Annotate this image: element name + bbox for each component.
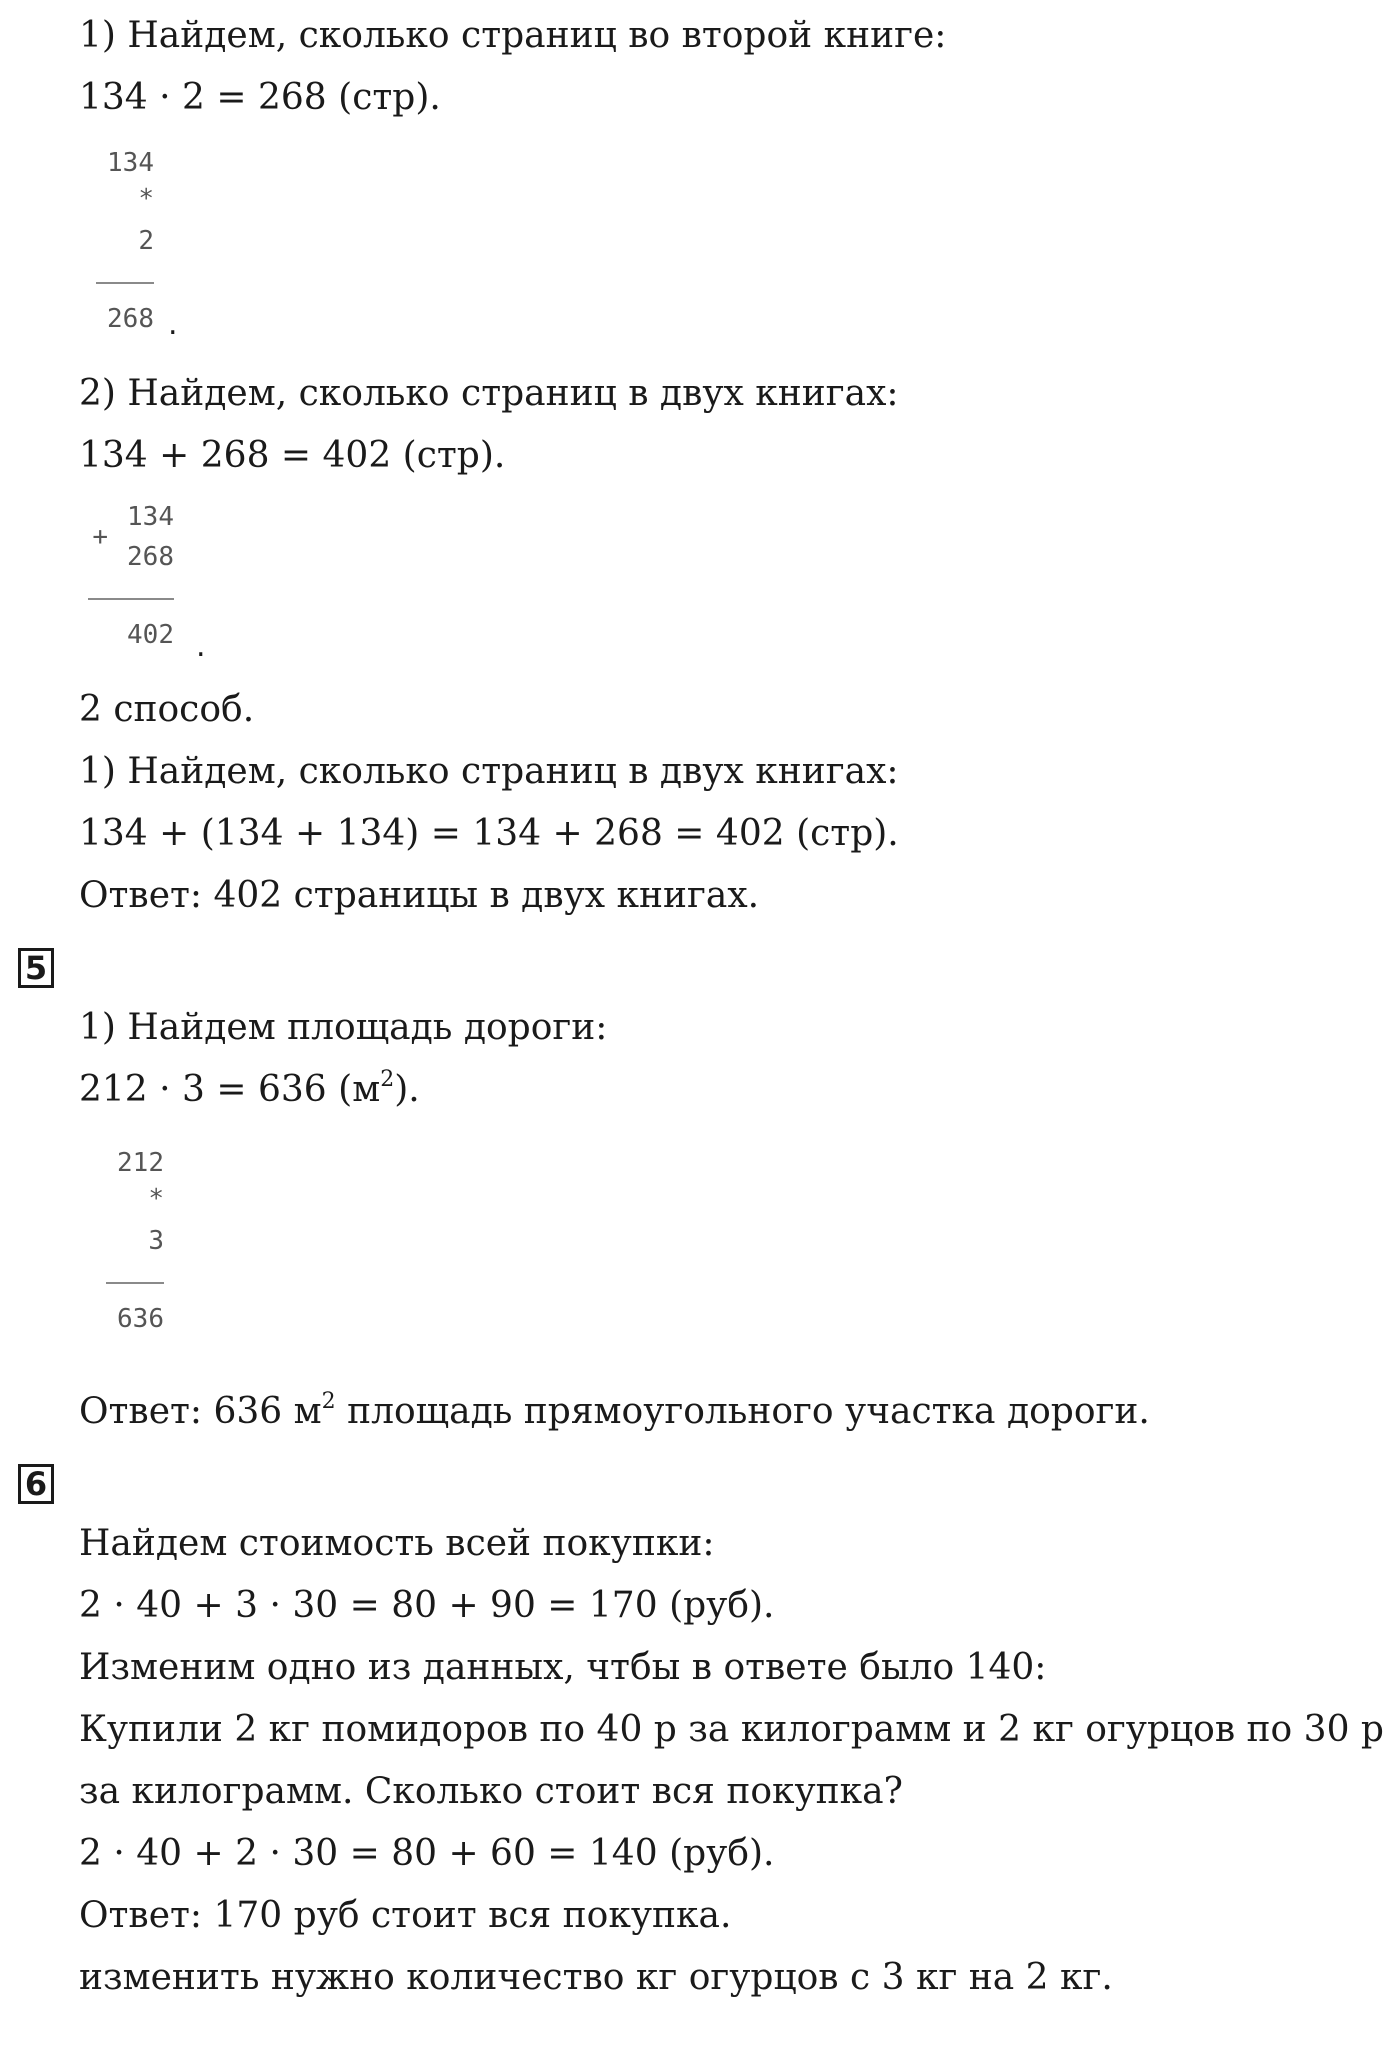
equation-line: 2 · 40 + 2 · 30 = 80 + 60 = 140 (руб). xyxy=(79,1833,775,1874)
column-multiplication-2 xyxy=(106,1148,186,1348)
operand-a: 134 xyxy=(107,148,154,178)
operator: * xyxy=(138,184,154,214)
text-line: изменить нужно количество кг огурцов с 3 кг на 2 кг. xyxy=(79,1957,1113,1998)
operand-a: 134 xyxy=(127,502,174,532)
result-rule xyxy=(106,1282,164,1284)
dot: . xyxy=(196,629,206,664)
operator: * xyxy=(148,1184,164,1214)
text-line: Найдем стоимость всей покупки: xyxy=(79,1523,715,1564)
equation-line: 134 + (134 + 134) = 134 + 268 = 402 (стр). xyxy=(79,813,899,854)
text-line: Изменим одно из данных, чтбы в ответе было 140: xyxy=(79,1647,1047,1688)
text-line: за килограмм. Сколько стоит вся покупка? xyxy=(79,1771,903,1812)
operator: + xyxy=(92,522,108,552)
column-multiplication-1 xyxy=(96,148,186,348)
result: 268 xyxy=(107,304,154,334)
text-line: 1) Найдем площадь дороги: xyxy=(79,1007,608,1048)
result: 402 xyxy=(127,620,174,650)
operand-a: 212 xyxy=(117,1148,164,1178)
result: 636 xyxy=(117,1304,164,1334)
equation-line: 134 + 268 = 402 (стр). xyxy=(79,435,506,476)
equation-part: 212 · 3 = 636 (м xyxy=(79,1069,381,1110)
equation-part: ). xyxy=(394,1069,420,1110)
answer-part: площадь прямоугольного участка дороги. xyxy=(335,1391,1150,1432)
operand-b: 3 xyxy=(148,1226,164,1256)
operand-b: 268 xyxy=(127,542,174,572)
answer-line: Ответ: 402 страницы в двух книгах. xyxy=(79,875,760,916)
task-number-6: 6 xyxy=(18,1464,54,1504)
text-line: 1) Найдем, сколько страниц во второй книге: xyxy=(79,15,947,56)
answer-line: Ответ: 170 руб стоит вся покупка. xyxy=(79,1895,732,1936)
text-line: Купили 2 кг помидоров по 40 р за килограмм и 2 кг огурцов по 30 р xyxy=(79,1709,1384,1750)
operand-b: 2 xyxy=(138,226,154,256)
answer-part: Ответ: 636 м xyxy=(79,1391,322,1432)
text-line: 1) Найдем, сколько страниц в двух книгах: xyxy=(79,751,899,792)
equation-line: 2 · 40 + 3 · 30 = 80 + 90 = 170 (руб). xyxy=(79,1585,775,1626)
answer-line xyxy=(79,1390,1150,1434)
column-addition xyxy=(88,502,218,682)
text-line: 2) Найдем, сколько страниц в двух книгах: xyxy=(79,373,899,414)
superscript: 2 xyxy=(321,1389,336,1414)
result-rule xyxy=(96,282,154,284)
text-line: 2 способ. xyxy=(79,689,255,730)
equation-line: 134 · 2 = 268 (стр). xyxy=(79,77,441,118)
task-number-5: 5 xyxy=(18,948,54,988)
equation-line xyxy=(79,1068,420,1112)
dot: . xyxy=(168,307,178,342)
result-rule xyxy=(88,598,174,600)
superscript: 2 xyxy=(380,1067,395,1092)
